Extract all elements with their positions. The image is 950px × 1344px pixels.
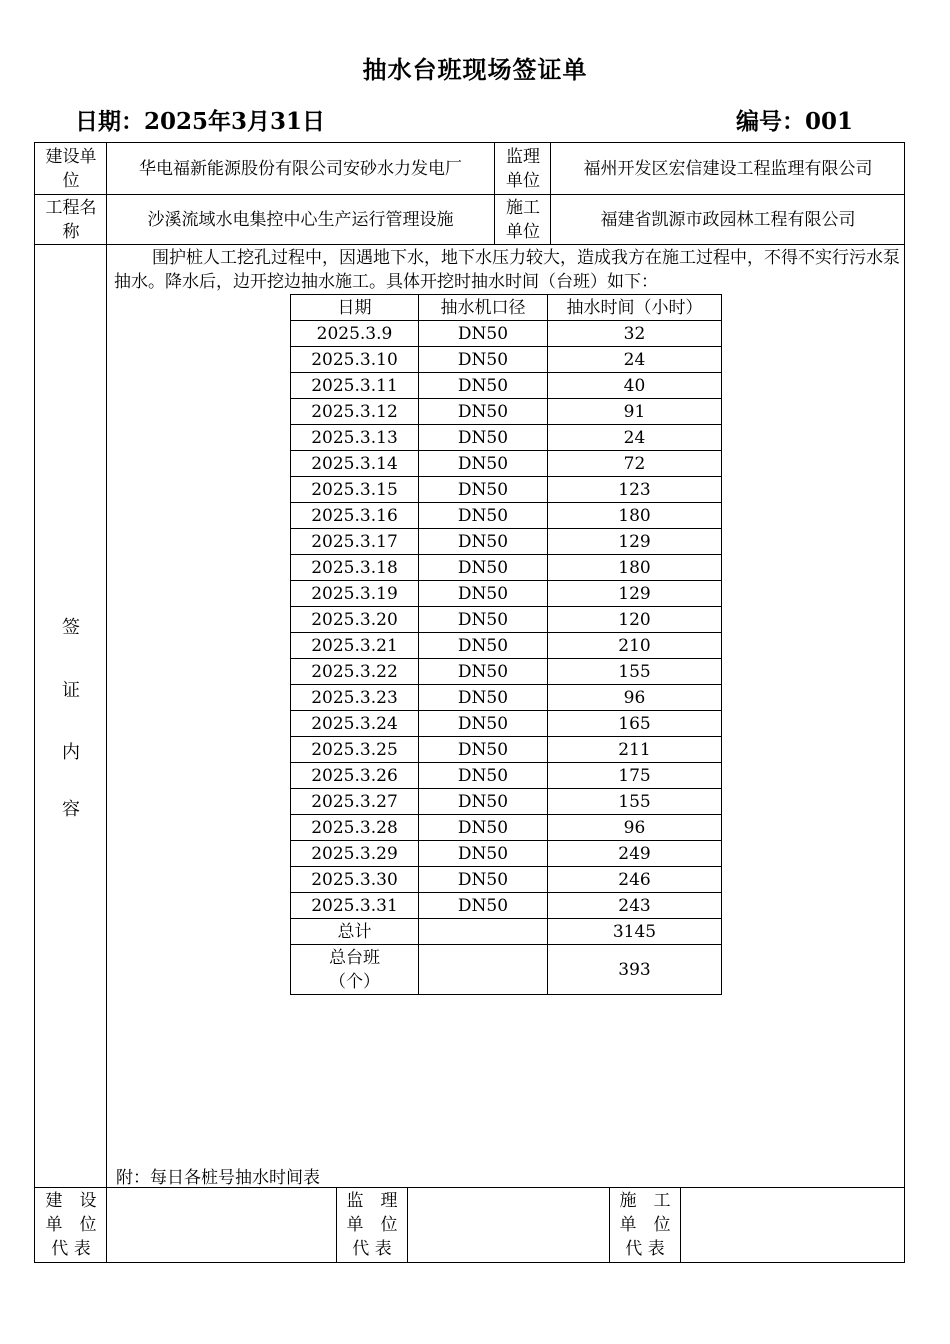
- cell-hours: 96: [548, 815, 722, 841]
- cell-hours: 120: [548, 607, 722, 633]
- cell-date: 2025.3.23: [291, 685, 419, 711]
- cell-date: 2025.3.13: [291, 425, 419, 451]
- total-row: [291, 919, 722, 945]
- table-row: [291, 321, 722, 347]
- column-header-date: 日期: [291, 295, 419, 321]
- cell-date: 2025.3.27: [291, 789, 419, 815]
- cell-pump-size: DN50: [419, 373, 548, 399]
- description-paragraph: 围护桩人工挖孔过程中，因遇地下水，地下水压力较大，造成我方在施工过程中，不得不实行污水泵抽水。降水后，边开挖边抽水施工。具体开挖时抽水时间（台班）如下：: [114, 248, 900, 292]
- shift-row: [291, 945, 722, 995]
- cell-pump-size: DN50: [419, 477, 548, 503]
- shift-empty-cell: [419, 945, 548, 995]
- cell-hours: 72: [548, 451, 722, 477]
- document-date: 日期：2025年3月31日: [75, 108, 326, 135]
- shift-label: [291, 945, 419, 995]
- cell-hours: 155: [548, 789, 722, 815]
- table-row: [291, 347, 722, 373]
- supervisor-rep-label: [337, 1189, 407, 1261]
- table-row: [291, 841, 722, 867]
- cell-hours: 32: [548, 321, 722, 347]
- cell-date: 2025.3.12: [291, 399, 419, 425]
- table-row: [291, 373, 722, 399]
- table-row: [291, 555, 722, 581]
- contractor-value: 福建省凯源市政园林工程有限公司: [600, 209, 856, 230]
- cell-date: 2025.3.20: [291, 607, 419, 633]
- cell-pump-size: DN50: [419, 503, 548, 529]
- cell-date: 2025.3.26: [291, 763, 419, 789]
- contractor-label: 施工单位: [506, 197, 540, 242]
- cell-date: 2025.3.31: [291, 893, 419, 919]
- table-row: [291, 581, 722, 607]
- cell-hours: 210: [548, 633, 722, 659]
- cell-pump-size: DN50: [419, 451, 548, 477]
- builder-signature-field[interactable]: [107, 1188, 336, 1262]
- total-value: 3145: [548, 919, 722, 945]
- cell-pump-size: DN50: [419, 555, 548, 581]
- cell-pump-size: DN50: [419, 529, 548, 555]
- cell-pump-size: DN50: [419, 685, 548, 711]
- cell-hours: 180: [548, 503, 722, 529]
- supervisor-rep-line: 代 表: [352, 1239, 392, 1259]
- content-label-char: 证: [62, 680, 80, 701]
- cell-pump-size: DN50: [419, 347, 548, 373]
- cell-pump-size: DN50: [419, 633, 548, 659]
- shift-value: 393: [548, 945, 722, 995]
- cell-date: 2025.3.30: [291, 867, 419, 893]
- cell-pump-size: DN50: [419, 321, 548, 347]
- cell-hours: 129: [548, 581, 722, 607]
- column-header-pump-size: 抽水机口径: [419, 295, 548, 321]
- cell-date: 2025.3.22: [291, 659, 419, 685]
- row-divider: [34, 244, 905, 245]
- cell-date: 2025.3.28: [291, 815, 419, 841]
- builder-rep-label: [36, 1189, 106, 1261]
- content-label-char: 签: [62, 617, 80, 638]
- table-row: [291, 789, 722, 815]
- cell-hours: 175: [548, 763, 722, 789]
- cell-date: 2025.3.9: [291, 321, 419, 347]
- table-row: [291, 529, 722, 555]
- column-header-hours: 抽水时间（小时）: [548, 295, 722, 321]
- table-row: [291, 685, 722, 711]
- table-row: [291, 737, 722, 763]
- table-row: [291, 893, 722, 919]
- cell-pump-size: DN50: [419, 737, 548, 763]
- project-value: 沙溪流域水电集控中心生产运行管理设施: [147, 209, 454, 230]
- contractor-rep-line: 单 位: [619, 1215, 671, 1235]
- cell-date: 2025.3.21: [291, 633, 419, 659]
- cell-hours: 96: [548, 685, 722, 711]
- cell-date: 2025.3.10: [291, 347, 419, 373]
- table-row: [291, 503, 722, 529]
- table-row: [291, 399, 722, 425]
- contractor-rep-line: 施 工: [619, 1191, 671, 1211]
- table-row: [291, 763, 722, 789]
- cell-date: 2025.3.18: [291, 555, 419, 581]
- cell-hours: 40: [548, 373, 722, 399]
- cell-pump-size: DN50: [419, 815, 548, 841]
- column-divider: [494, 142, 495, 244]
- total-label: 总计: [291, 919, 419, 945]
- shift-label-line1: 总台班: [329, 947, 380, 968]
- cell-pump-size: DN50: [419, 711, 548, 737]
- project-label: 工程名称: [45, 197, 97, 242]
- table-header-row: [291, 295, 722, 321]
- pumping-table: [290, 294, 722, 995]
- cell-hours: 91: [548, 399, 722, 425]
- supervisor-rep-line: 监 理: [346, 1191, 398, 1211]
- cell-pump-size: DN50: [419, 763, 548, 789]
- cell-hours: 123: [548, 477, 722, 503]
- contractor-signature-field[interactable]: [681, 1188, 904, 1262]
- cell-date: 2025.3.14: [291, 451, 419, 477]
- supervisor-value: 福州开发区宏信建设工程监理有限公司: [583, 159, 873, 179]
- cell-hours: 180: [548, 555, 722, 581]
- supervisor-label: 监理单位: [506, 147, 540, 191]
- cell-pump-size: DN50: [419, 867, 548, 893]
- cell-pump-size: DN50: [419, 399, 548, 425]
- table-row: [291, 815, 722, 841]
- cell-hours: 246: [548, 867, 722, 893]
- cell-date: 2025.3.15: [291, 477, 419, 503]
- table-row: [291, 659, 722, 685]
- builder-label: 建设单位: [45, 147, 97, 191]
- table-row: [291, 867, 722, 893]
- table-row: [291, 451, 722, 477]
- cell-date: 2025.3.17: [291, 529, 419, 555]
- builder-rep-line: 单 位: [45, 1215, 97, 1235]
- document-title: 抽水台班现场签证单: [362, 55, 588, 84]
- cell-date: 2025.3.25: [291, 737, 419, 763]
- cell-hours: 211: [548, 737, 722, 763]
- cell-hours: 243: [548, 893, 722, 919]
- cell-hours: 24: [548, 347, 722, 373]
- contractor-rep-line: 代 表: [625, 1239, 665, 1259]
- cell-hours: 155: [548, 659, 722, 685]
- cell-date: 2025.3.19: [291, 581, 419, 607]
- cell-pump-size: DN50: [419, 581, 548, 607]
- cell-hours: 249: [548, 841, 722, 867]
- table-row: [291, 607, 722, 633]
- cell-pump-size: DN50: [419, 425, 548, 451]
- cell-hours: 165: [548, 711, 722, 737]
- cell-hours: 129: [548, 529, 722, 555]
- builder-value: 华电福新能源股份有限公司安砂水力发电厂: [139, 159, 462, 179]
- cell-date: 2025.3.24: [291, 711, 419, 737]
- column-divider: [106, 142, 107, 1263]
- builder-rep-line: 代 表: [51, 1239, 91, 1259]
- cell-pump-size: DN50: [419, 893, 548, 919]
- attachment-note: 附：每日各桩号抽水时间表: [116, 1168, 320, 1188]
- supervisor-rep-line: 单 位: [346, 1215, 398, 1235]
- cell-pump-size: DN50: [419, 659, 548, 685]
- content-label-char: 容: [62, 799, 80, 820]
- cell-date: 2025.3.29: [291, 841, 419, 867]
- cell-hours: 24: [548, 425, 722, 451]
- cell-pump-size: DN50: [419, 607, 548, 633]
- table-row: [291, 477, 722, 503]
- builder-rep-line: 建 设: [45, 1191, 97, 1211]
- shift-label-line2: （个）: [329, 971, 380, 992]
- table-row: [291, 711, 722, 737]
- table-row: [291, 633, 722, 659]
- cell-pump-size: DN50: [419, 841, 548, 867]
- supervisor-signature-field[interactable]: [408, 1188, 609, 1262]
- content-label-char: 内: [62, 742, 80, 763]
- cell-date: 2025.3.16: [291, 503, 419, 529]
- cell-date: 2025.3.11: [291, 373, 419, 399]
- table-row: [291, 425, 722, 451]
- contractor-rep-label: [610, 1189, 680, 1261]
- cell-pump-size: DN50: [419, 789, 548, 815]
- document-number: 编号：001: [736, 108, 854, 135]
- total-empty-cell: [419, 919, 548, 945]
